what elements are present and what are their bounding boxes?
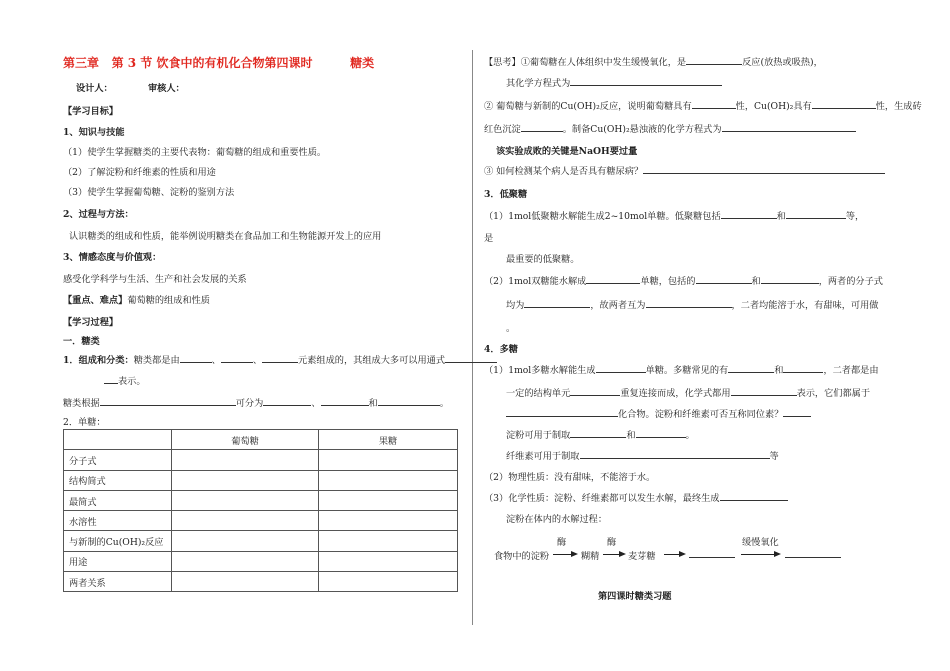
flow-arrow: [603, 554, 620, 555]
table-cell[interactable]: [319, 572, 458, 592]
row-label: 与新制的Cu(OH)₂反应: [64, 531, 172, 551]
fill-blank[interactable]: [643, 164, 885, 174]
designer-label: 设计人：: [76, 83, 113, 94]
fill-blank[interactable]: [100, 396, 236, 406]
fill-blank[interactable]: [689, 548, 735, 558]
exercise-title: 第四课时糖类习题: [598, 591, 672, 602]
table-row: [64, 511, 458, 531]
poly-q2-line: （2）物理性质：没有甜味，不能溶于水。: [484, 472, 656, 483]
flow-arrow-head: [571, 551, 578, 557]
monosaccharide-table: [63, 429, 458, 592]
process-method-heading: 2、过程与方法：: [63, 209, 134, 220]
think-q2-line: ② 葡萄糖与新制的Cu(OH)₂反应，说明葡萄糖具有 性，Cu(OH)₂具有 性，生成砖: [484, 101, 922, 112]
fill-blank[interactable]: [262, 353, 298, 363]
fill-blank[interactable]: [696, 274, 752, 284]
poly-q3-process: 淀粉在体内的水解过程：: [506, 514, 608, 525]
fill-blank[interactable]: [646, 298, 732, 308]
table-cell[interactable]: [172, 572, 319, 592]
table-cell[interactable]: [172, 450, 319, 470]
row-label: 分子式: [64, 450, 172, 470]
table-cell[interactable]: [319, 511, 458, 531]
key-points: 【重点、难点】葡萄糖的组成和性质: [63, 295, 210, 306]
flow-blank: [785, 548, 841, 561]
table-header-cell: [64, 430, 172, 450]
row-label: 结构简式: [64, 470, 172, 490]
experiment-key-note: 该实验成败的关键是NaOH要过量: [496, 146, 638, 157]
process-method-text: 认识糖类的组成和性质，能举例说明糖类在食品加工和生物能源开发上的应用: [69, 231, 382, 242]
flow-maltose: 麦芽糖: [628, 551, 656, 562]
enzyme-label: 酶: [557, 537, 567, 548]
reviewer-label: 审核人：: [148, 83, 185, 94]
objective-item: （1）使学生掌握糖类的主要代表物：葡萄糖的组成和重要性质。: [63, 147, 327, 158]
fill-blank[interactable]: [720, 491, 788, 501]
table-cell[interactable]: [172, 470, 319, 490]
table-cell[interactable]: [319, 531, 458, 551]
think-q1-line: 【思考】①葡萄糖在人体组织中发生缓慢氧化，是 反应(放热或吸热)，: [484, 57, 823, 68]
fill-blank[interactable]: [104, 374, 118, 384]
attitude-heading: 3、情感态度与价值观：: [63, 252, 162, 263]
table-header-cell: 葡萄糖: [172, 430, 319, 450]
composition-line-end: 表示。: [104, 373, 146, 387]
table-cell[interactable]: [319, 490, 458, 510]
table-row: [64, 531, 458, 551]
think-q2-line2: 红色沉淀 。制备Cu(OH)₂悬浊液的化学方程式为: [484, 121, 856, 135]
polysaccharide-heading: 4．多糖: [484, 344, 518, 355]
flow-arrow: [553, 554, 572, 555]
table-row: [64, 470, 458, 490]
fill-blank[interactable]: [180, 353, 212, 363]
fill-blank[interactable]: [570, 428, 626, 438]
fill-blank[interactable]: [263, 396, 311, 406]
fill-blank[interactable]: [783, 407, 811, 417]
fill-blank[interactable]: [580, 449, 770, 459]
fill-blank[interactable]: [596, 363, 646, 373]
oligo-q1-line: （1）1mol低聚糖水解能生成2~10mol单糖。低聚糖包括 和 等，: [484, 211, 865, 222]
objective-item: （3）使学生掌握葡萄糖、淀粉的鉴别方法: [63, 187, 235, 198]
fill-blank[interactable]: [721, 209, 777, 219]
fill-blank[interactable]: [728, 363, 774, 373]
process-heading: 【学习过程】: [63, 317, 119, 328]
think-q3-line: ③ 如何检测某个病人是否具有糖尿病？: [484, 163, 885, 177]
table-row: [64, 490, 458, 510]
enzyme-label: 酶: [607, 537, 617, 548]
chapter-title: 第三章 第 3 节 饮食中的有机化合物第四课时 糖类: [63, 56, 375, 70]
poly-q1-starch-use: 淀粉可用于制取 和 。: [506, 430, 695, 441]
table-row: [64, 551, 458, 571]
monosaccharide-heading: 2．单糖：: [63, 417, 106, 428]
table-cell[interactable]: [172, 551, 319, 571]
fill-blank[interactable]: [686, 55, 742, 65]
oligo-q1-end: 最重要的低聚糖。: [506, 254, 580, 265]
flow-arrow: [664, 554, 680, 555]
poly-q1-line3: 化合物。淀粉和纤维素可否互称同位素？: [506, 406, 811, 420]
fill-blank[interactable]: [785, 548, 841, 558]
table-cell[interactable]: [319, 551, 458, 571]
row-label: 最简式: [64, 490, 172, 510]
flow-arrow-head: [679, 551, 686, 557]
objective-item: （2）了解淀粉和纤维素的性质和用途: [63, 167, 216, 178]
fill-blank[interactable]: [692, 99, 736, 109]
flow-arrow-head: [619, 551, 626, 557]
poly-q1-line: （1）1mol多糖水解能生成 单糖。多糖常见的有 和 ，二者都是由: [484, 365, 879, 376]
composition-line: 1．组成和分类：糖类都是由 、 、 元素组成的，其组成大多可以用通式: [63, 352, 497, 366]
oligosaccharide-heading: 3．低聚糖: [484, 189, 528, 200]
table-header-row: [64, 430, 458, 450]
table-cell[interactable]: [319, 470, 458, 490]
column-divider: [472, 50, 473, 625]
fill-blank[interactable]: [586, 274, 640, 284]
fill-blank[interactable]: [506, 407, 618, 417]
oligo-q2-line: （2）1mol双糖能水解成 单糖，包括的 和 ，两者的分子式: [484, 276, 883, 287]
section-sugar-heading: 一．糖类: [63, 336, 100, 347]
poly-q3-line: （3）化学性质：淀粉、纤维素都可以发生水解，最终生成: [484, 490, 788, 504]
poly-q1-line2: 一定的结构单元 重复连接而成，化学式都用 表示，它们都属于: [506, 388, 871, 399]
flow-dextrin: 糊精: [581, 551, 600, 562]
oxidation-label: 缓慢氧化: [742, 537, 779, 548]
fill-blank[interactable]: [321, 396, 369, 406]
fill-blank[interactable]: [570, 386, 620, 396]
objectives-heading: 【学习目标】: [63, 106, 119, 117]
fill-blank[interactable]: [378, 396, 440, 406]
fill-blank[interactable]: [570, 76, 722, 86]
flow-blank: [689, 548, 735, 561]
fill-blank[interactable]: [636, 428, 686, 438]
row-label: 两者关系: [64, 572, 172, 592]
think-q1-equation: 其化学方程式为: [506, 75, 722, 89]
fill-blank[interactable]: [521, 122, 563, 132]
fill-blank[interactable]: [221, 353, 253, 363]
fill-blank[interactable]: [731, 386, 797, 396]
fill-blank[interactable]: [783, 363, 823, 373]
table-cell[interactable]: [319, 450, 458, 470]
table-row: [64, 450, 458, 470]
fill-blank[interactable]: [761, 274, 819, 284]
fill-blank[interactable]: [722, 122, 856, 132]
oligo-q2-end: 。: [506, 323, 516, 334]
fill-blank[interactable]: [812, 99, 876, 109]
table-row: [64, 572, 458, 592]
flow-start: 食物中的淀粉: [494, 551, 550, 562]
fill-blank[interactable]: [786, 209, 846, 219]
attitude-text: 感受化学科学与生活、生产和社会发展的关系: [63, 274, 247, 285]
flow-arrow-head: [774, 551, 781, 557]
table-cell[interactable]: [172, 511, 319, 531]
table-cell[interactable]: [172, 490, 319, 510]
row-label: 水溶性: [64, 511, 172, 531]
table-cell[interactable]: [172, 531, 319, 551]
table-header-cell: 果糖: [319, 430, 458, 450]
row-label: 用途: [64, 551, 172, 571]
poly-q1-cellulose-use: 纤维素可用于制取 等: [506, 451, 779, 462]
flow-arrow: [741, 554, 775, 555]
oligo-q2-line2: 均为 ，故两者互为 ，二者均能溶于水，有甜味，可用做: [506, 300, 879, 311]
oligo-q1-shi: 是: [484, 233, 494, 244]
classification-line: 糖类根据 可分为 、 和 。: [63, 398, 449, 409]
knowledge-heading: 1、知识与技能: [63, 127, 125, 138]
fill-blank[interactable]: [524, 298, 590, 308]
